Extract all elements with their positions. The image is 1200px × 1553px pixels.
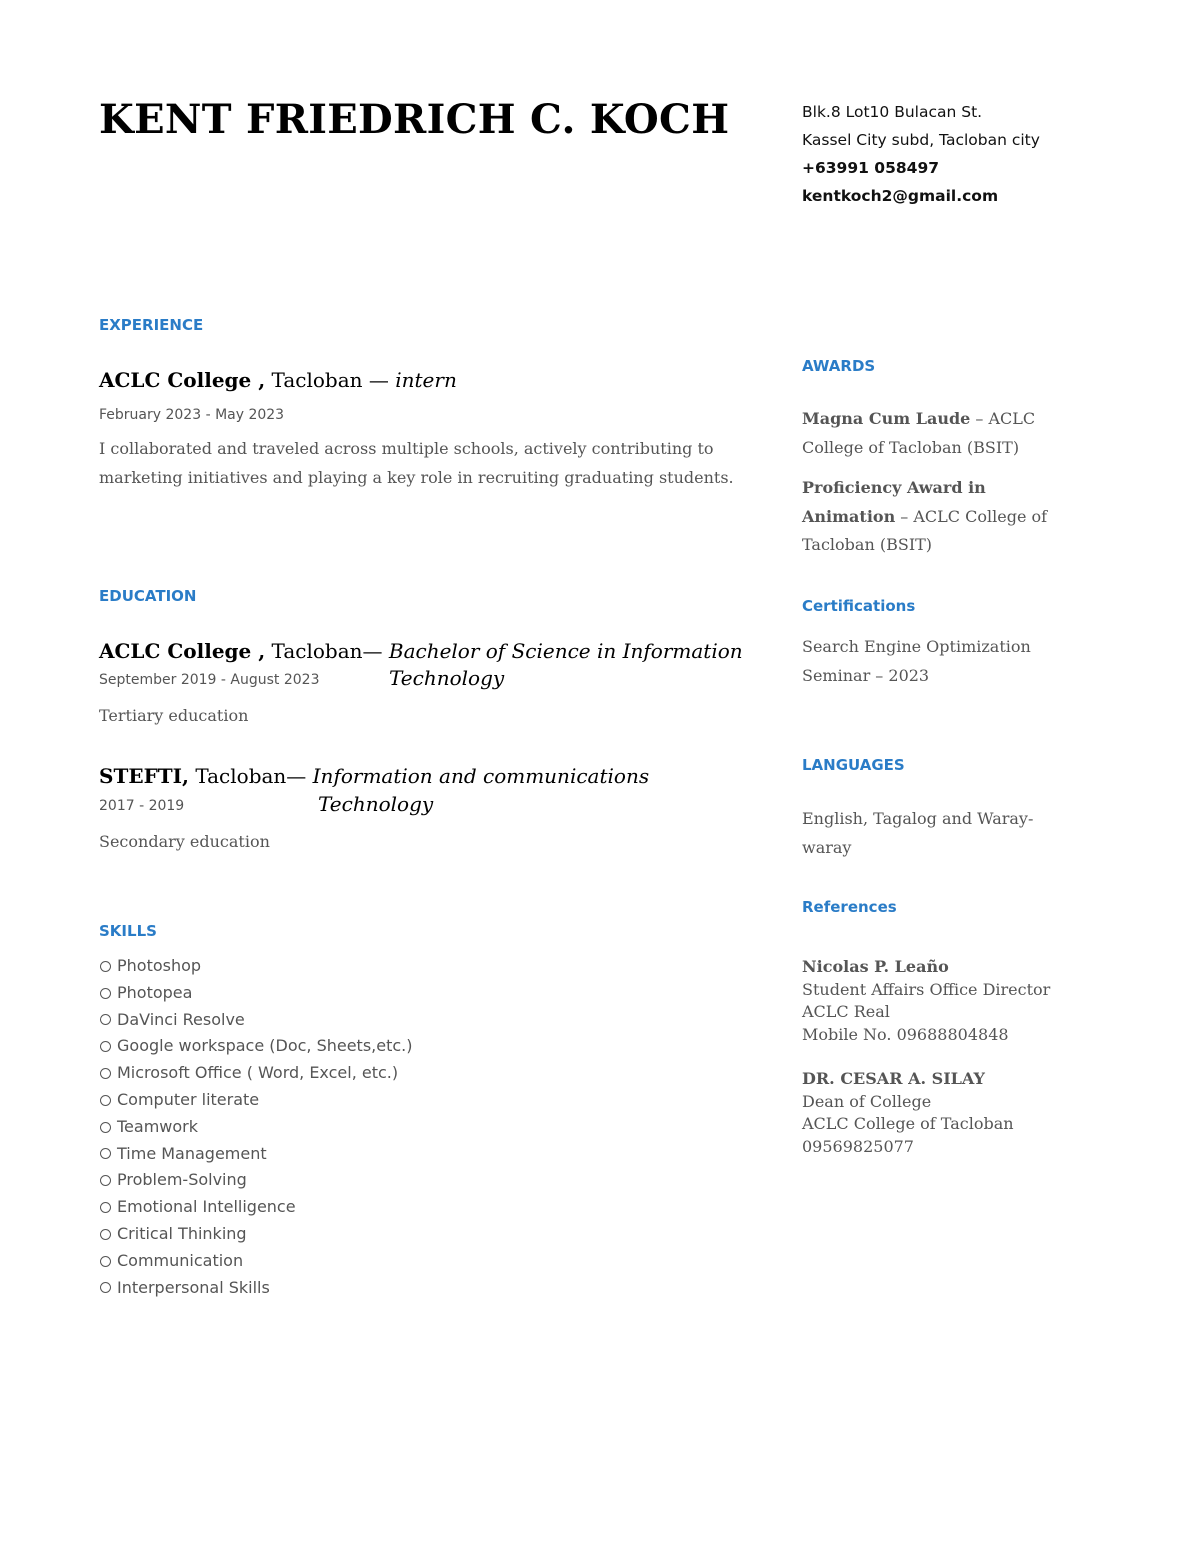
skill-label: Microsoft Office ( Word, Excel, etc.) xyxy=(117,1063,399,1083)
reference-2-position: Dean of College xyxy=(802,1091,932,1111)
experience-org: ACLC College , xyxy=(99,368,266,392)
circle-bullet-icon xyxy=(100,1068,111,1079)
education-2-dates: 2017 - 2019 xyxy=(99,798,185,814)
award-1-detail: – ACLC College of Tacloban (BSIT) xyxy=(802,409,1036,457)
experience-place: Tacloban — xyxy=(265,368,396,392)
skill-label: Teamwork xyxy=(117,1116,199,1136)
education-2-place: Tacloban— xyxy=(188,764,313,788)
languages-heading: LANGUAGES xyxy=(802,756,905,774)
skill-item xyxy=(100,1114,413,1141)
skill-item xyxy=(100,980,413,1007)
skill-item xyxy=(100,1221,413,1248)
skill-item xyxy=(100,1248,413,1275)
reference-1-phone: Mobile No. 09688804848 xyxy=(802,1024,1009,1044)
skill-label: Photopea xyxy=(117,982,193,1002)
skill-label: Computer literate xyxy=(117,1089,260,1109)
reference-2 xyxy=(802,1068,1014,1158)
skill-item xyxy=(100,1141,413,1168)
education-1-org: ACLC College , xyxy=(99,639,266,663)
education-1-degree-cont xyxy=(389,666,504,690)
award-2 xyxy=(802,474,1072,560)
circle-bullet-icon xyxy=(100,1014,111,1025)
circle-bullet-icon xyxy=(100,988,111,999)
email-address: kentkoch2@gmail.com xyxy=(802,187,999,205)
address-line-1: Blk.8 Lot10 Bulacan St. xyxy=(802,103,983,121)
experience-heading: EXPERIENCE xyxy=(99,316,204,334)
skill-label: Critical Thinking xyxy=(117,1223,247,1243)
education-1-place: Tacloban— xyxy=(265,639,389,663)
skill-label: Communication xyxy=(117,1250,244,1270)
reference-2-org: ACLC College of Tacloban xyxy=(802,1114,1014,1133)
languages-text: English, Tagalog and Waray-waray xyxy=(802,809,1034,857)
experience-description: I collaborated and traveled across multiple schools, actively contributing to marketing initiatives and playing a key role in recruiting graduating students. xyxy=(99,439,734,487)
experience-title xyxy=(99,368,457,392)
reference-1-position: Student Affairs Office Director xyxy=(802,979,1051,999)
circle-bullet-icon xyxy=(100,1095,111,1106)
education-heading: EDUCATION xyxy=(99,587,197,605)
award-2-detail: – ACLC College of Tacloban (BSIT) xyxy=(802,506,1048,554)
skill-item xyxy=(100,1087,413,1114)
skill-item xyxy=(100,1060,413,1087)
certifications-heading: Certifications xyxy=(802,597,916,615)
education-1-title xyxy=(99,639,743,663)
education-2-title xyxy=(99,764,649,788)
skill-item xyxy=(100,1194,413,1221)
circle-bullet-icon xyxy=(100,1282,111,1293)
education-2-degree-cont xyxy=(318,792,433,816)
circle-bullet-icon xyxy=(100,1041,111,1052)
education-1-level: Tertiary education xyxy=(99,706,249,725)
skills-heading: SKILLS xyxy=(99,922,157,940)
skill-item xyxy=(100,1033,413,1060)
circle-bullet-icon xyxy=(100,1256,111,1267)
circle-bullet-icon xyxy=(100,1175,111,1186)
awards-heading: AWARDS xyxy=(802,357,876,375)
skill-item xyxy=(100,1167,413,1194)
experience-dates: February 2023 - May 2023 xyxy=(99,407,285,423)
award-1-title: Magna Cum Laude xyxy=(802,409,971,428)
education-2-level: Secondary education xyxy=(99,832,270,851)
education-1-degree: Bachelor of Science in Information xyxy=(388,639,743,663)
certification-text: Search Engine Optimization Seminar – 2023 xyxy=(802,637,1031,685)
reference-2-phone: 09569825077 xyxy=(802,1136,914,1156)
education-2-degree-line2: Technology xyxy=(318,792,434,816)
reference-1-name: Nicolas P. Leaño xyxy=(802,957,949,976)
education-1-degree-line2: Technology xyxy=(389,666,505,690)
reference-1-org: ACLC Real xyxy=(802,1002,890,1021)
circle-bullet-icon xyxy=(100,1229,111,1240)
education-2-degree: Information and communications xyxy=(312,764,650,788)
education-1-dates: September 2019 - August 2023 xyxy=(99,672,320,688)
references-heading: References xyxy=(802,898,897,916)
circle-bullet-icon xyxy=(100,1148,111,1159)
reference-2-name: DR. CESAR A. SILAY xyxy=(802,1069,985,1088)
skills-list xyxy=(100,953,413,1301)
circle-bullet-icon xyxy=(100,1122,111,1133)
skill-label: Problem-Solving xyxy=(117,1170,247,1190)
reference-1 xyxy=(802,956,1050,1046)
circle-bullet-icon xyxy=(100,1202,111,1213)
skill-label: Photoshop xyxy=(117,956,202,975)
address-line-2: Kassel City subd, Tacloban city xyxy=(802,131,1040,149)
award-2-title: Proficiency Award in Animation xyxy=(802,478,986,526)
skill-item xyxy=(100,953,413,980)
skill-label: Time Management xyxy=(117,1143,267,1163)
education-2-org: STEFTI, xyxy=(99,764,189,788)
award-1 xyxy=(802,405,1072,462)
circle-bullet-icon xyxy=(100,961,111,972)
skill-label: Emotional Intelligence xyxy=(117,1197,296,1217)
skill-label: DaVinci Resolve xyxy=(117,1009,245,1029)
contact-block xyxy=(802,98,1040,210)
skill-item xyxy=(100,1007,413,1034)
phone-number: +63991 058497 xyxy=(802,159,940,177)
experience-role: intern xyxy=(395,368,457,392)
skill-label: Interpersonal Skills xyxy=(117,1277,270,1297)
skill-label: Google workspace (Doc, Sheets,etc.) xyxy=(117,1036,413,1056)
skill-item xyxy=(100,1275,413,1302)
resume-name: KENT FRIEDRICH C. KOCH xyxy=(99,96,730,143)
